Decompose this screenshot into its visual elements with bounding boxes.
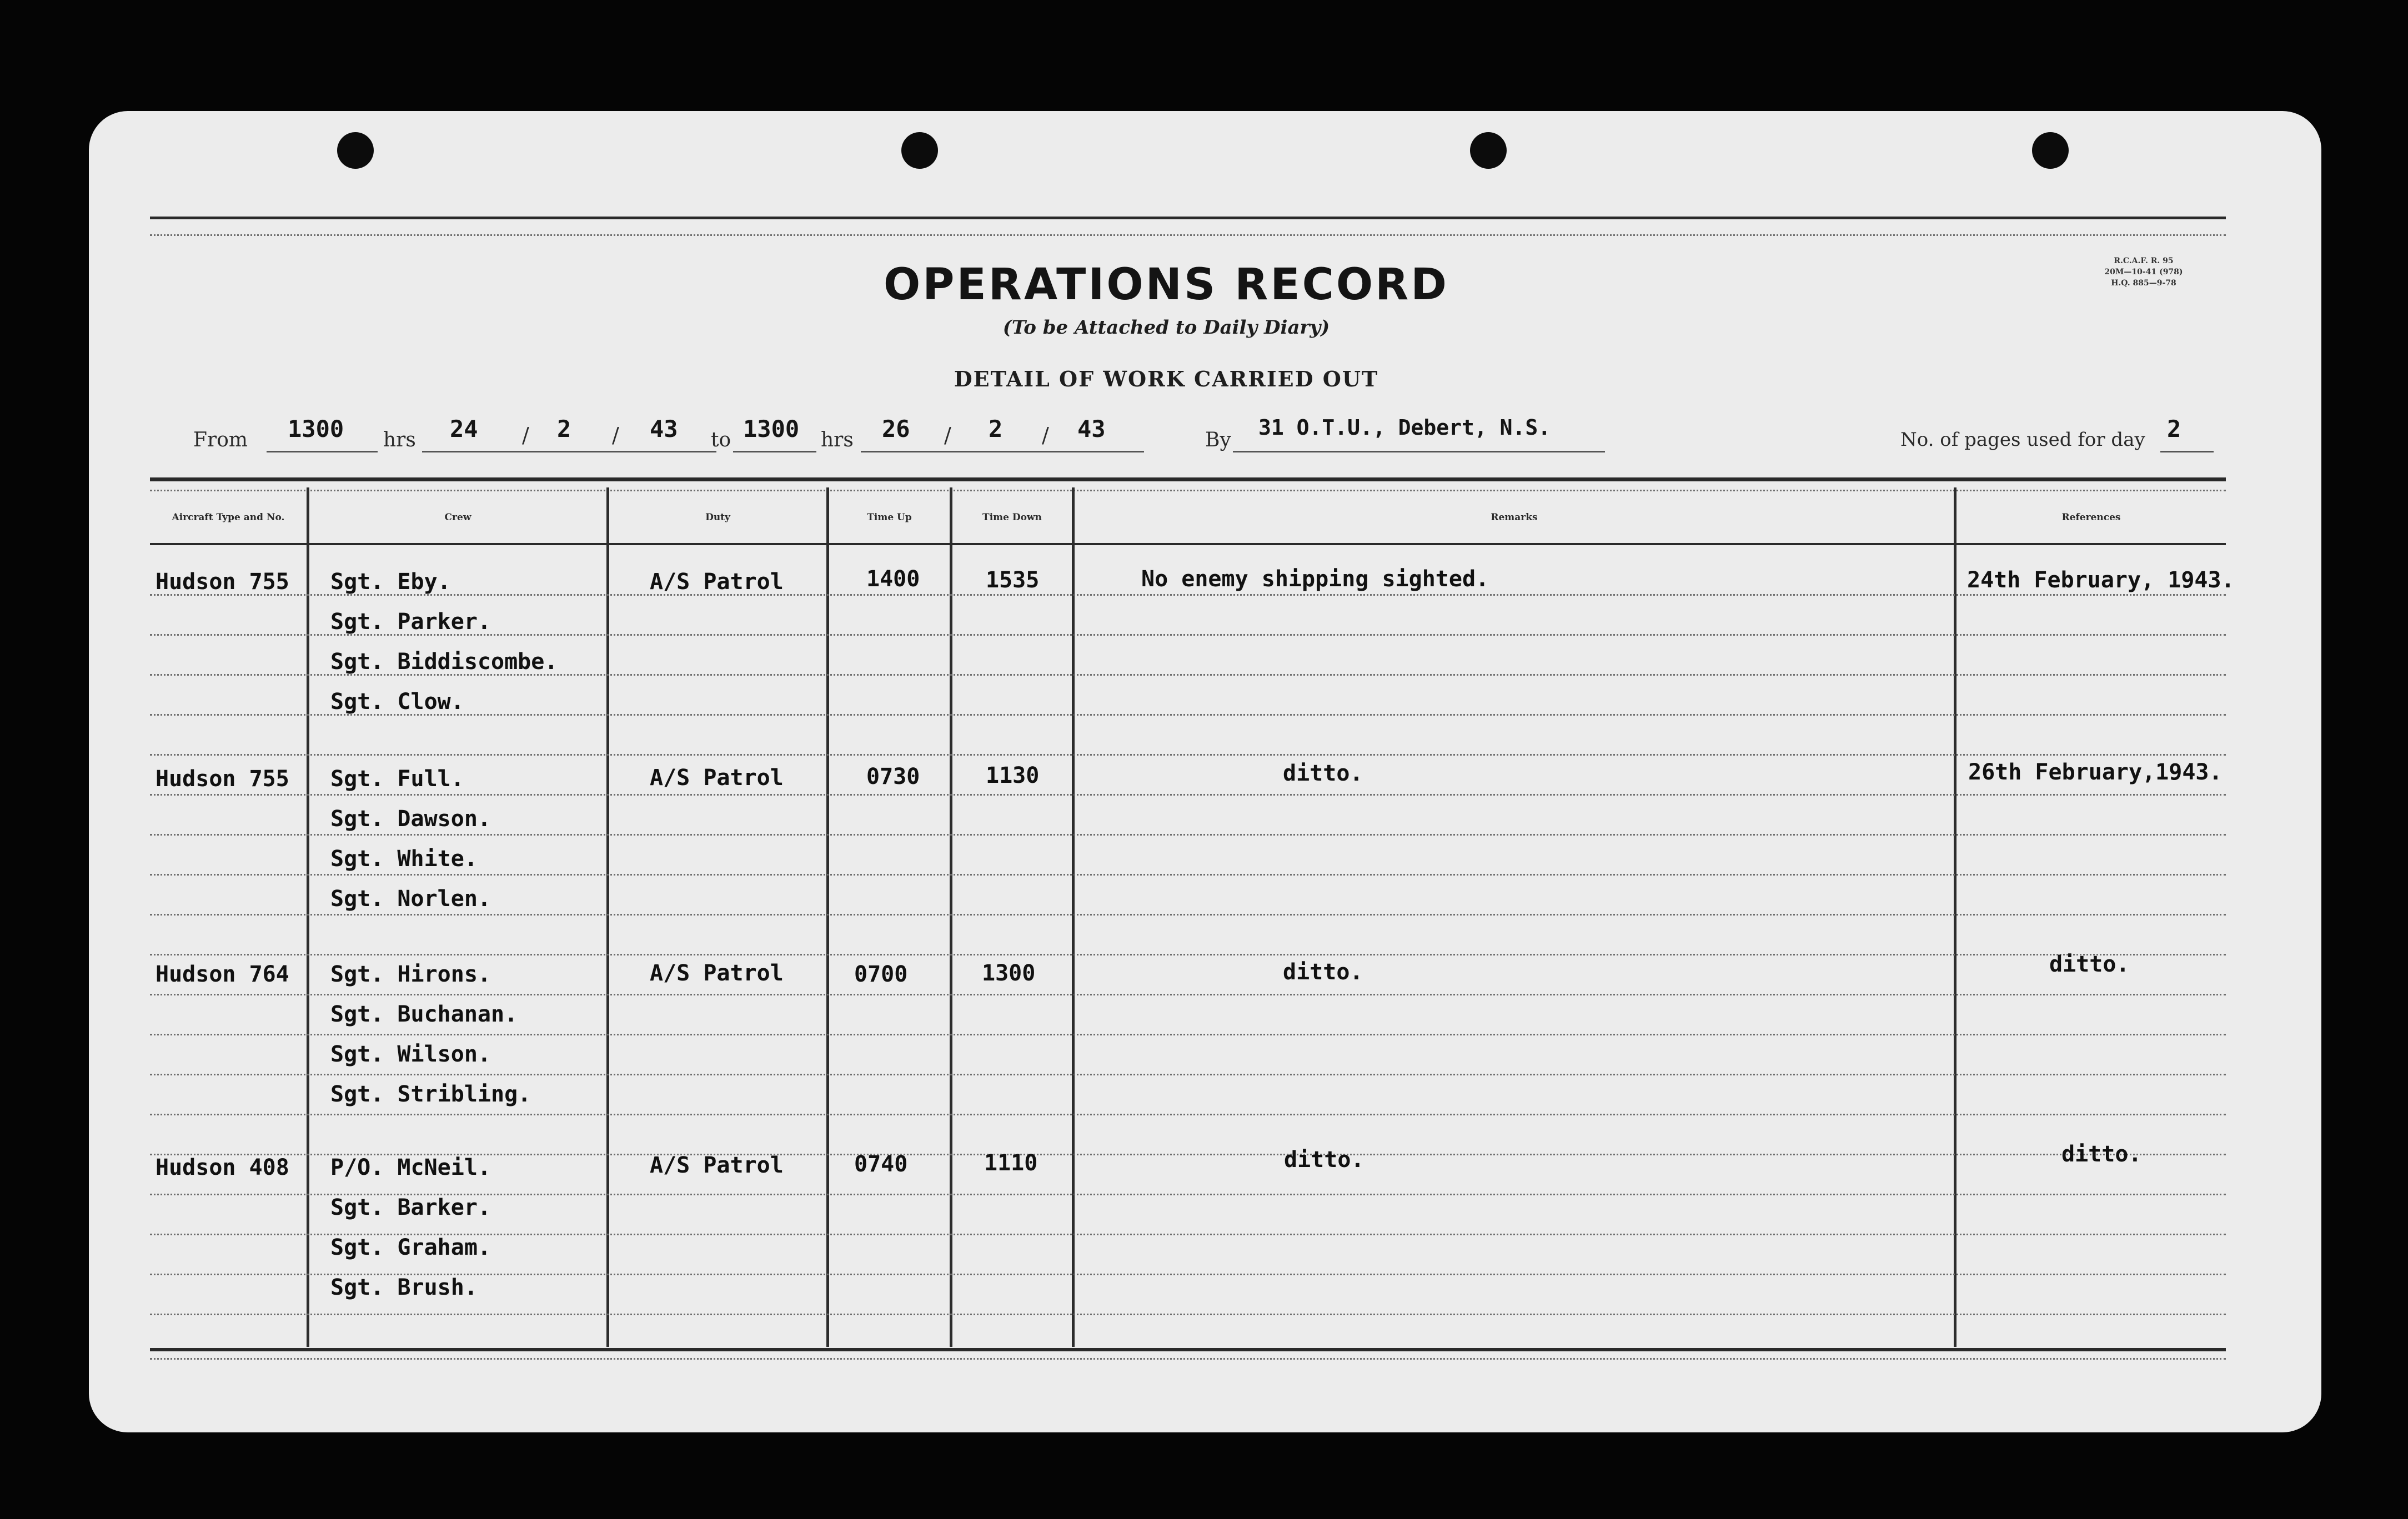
to-time: 1300: [743, 415, 800, 442]
entry-duty: A/S Patrol: [650, 960, 784, 986]
column-header-remarks: Remarks: [1491, 512, 1538, 523]
entry-reference: ditto.: [2049, 952, 2130, 977]
record-card: [89, 111, 2321, 1432]
entry-time-up: 0730: [866, 764, 920, 789]
form-code-line: H.Q. 885—9-78: [2111, 279, 2176, 288]
header-bottom-rule: [150, 543, 2226, 545]
punch-hole: [901, 132, 938, 169]
entry-crew-member: Sgt. Wilson.: [330, 1042, 491, 1067]
entry-aircraft: Hudson 755: [155, 766, 289, 792]
table-bottom-dotted-rule: [150, 1358, 2226, 1360]
column-divider: [826, 487, 829, 1347]
column-header-crew: Crew: [444, 512, 471, 523]
hrs-label: hrs: [821, 429, 854, 451]
date-separator: /: [1042, 423, 1049, 447]
column-header-aircraft: Aircraft Type and No.: [172, 512, 285, 523]
from-label: From: [193, 429, 248, 451]
ruled-line: [150, 594, 2226, 596]
entry-duty: A/S Patrol: [650, 765, 784, 791]
ruled-line: [150, 874, 2226, 876]
entry-aircraft: Hudson 408: [155, 1155, 289, 1180]
pages-line: [2160, 451, 2214, 452]
to-time-line: [733, 451, 816, 452]
pages-label: No. of pages used for day: [1900, 429, 2145, 451]
entry-time-down: 1300: [982, 960, 1036, 986]
entry-reference: 24th February, 1943.: [1967, 567, 2235, 593]
to-year: 43: [1077, 415, 1106, 442]
from-time-line: [267, 451, 378, 452]
detail-heading: DETAIL OF WORK CARRIED OUT: [954, 366, 1379, 391]
column-divider: [1954, 487, 1956, 1347]
form-code-line: 20M—10-41 (978): [2104, 268, 2183, 276]
ruled-line: [150, 954, 2226, 955]
punch-hole: [337, 132, 374, 169]
by-label: By: [1205, 429, 1231, 451]
entry-crew-member: Sgt. Eby.: [330, 569, 451, 595]
entry-crew-member: Sgt. White.: [330, 846, 478, 872]
entry-remarks: ditto.: [1283, 761, 1363, 786]
entry-crew-member: Sgt. Brush.: [330, 1275, 478, 1300]
entry-remarks: No enemy shipping sighted.: [1141, 566, 1489, 592]
form-code-line: R.C.A.F. R. 95: [2114, 256, 2174, 265]
entry-time-up: 0740: [854, 1151, 908, 1177]
ruled-line: [150, 834, 2226, 836]
column-header-time-up: Time Up: [867, 512, 912, 523]
column-divider: [1072, 487, 1075, 1347]
entry-crew-member: Sgt. Graham.: [330, 1235, 491, 1260]
from-time: 1300: [288, 415, 344, 442]
entry-aircraft: Hudson 764: [155, 962, 289, 987]
column-header-references: References: [2061, 512, 2121, 523]
entry-time-up: 0700: [854, 962, 908, 987]
hrs-label: hrs: [383, 429, 416, 451]
table-bottom-rule: [150, 1348, 2226, 1351]
entry-crew-member: P/O. McNeil.: [330, 1155, 491, 1180]
table-top-dotted-rule: [150, 490, 2226, 491]
ruled-line: [150, 914, 2226, 916]
entry-duty: A/S Patrol: [650, 569, 784, 595]
ruled-line: [150, 1114, 2226, 1115]
entry-remarks: ditto.: [1283, 959, 1363, 985]
to-date-line: [861, 451, 1144, 452]
entry-crew-member: Sgt. Stribling.: [330, 1082, 531, 1107]
ruled-line: [150, 794, 2226, 796]
entry-crew-member: Sgt. Clow.: [330, 689, 464, 715]
date-separator: /: [944, 423, 951, 447]
date-separator: /: [522, 423, 529, 447]
column-header-time-down: Time Down: [982, 512, 1042, 523]
entry-crew-member: Sgt. Hirons.: [330, 962, 491, 987]
entry-reference: ditto.: [2061, 1141, 2142, 1167]
entry-remarks: ditto.: [1284, 1147, 1364, 1173]
entry-crew-member: Sgt. Barker.: [330, 1195, 491, 1220]
page-subtitle: (To be Attached to Daily Diary): [1002, 316, 1330, 339]
to-month: 2: [989, 415, 1003, 442]
top-rule: [150, 217, 2226, 219]
punch-hole: [1470, 132, 1507, 169]
to-day: 26: [882, 415, 910, 442]
pages-count: 2: [2167, 415, 2181, 442]
entry-crew-member: Sgt. Dawson.: [330, 806, 491, 832]
ruled-line: [150, 1314, 2226, 1315]
from-year: 43: [650, 415, 678, 442]
entry-crew-member: Sgt. Buchanan.: [330, 1002, 518, 1027]
top-dotted-rule: [150, 234, 2226, 236]
entry-crew-member: Sgt. Full.: [330, 766, 464, 792]
date-separator: /: [612, 423, 619, 447]
to-label: to: [711, 429, 731, 451]
unit-line: [1233, 451, 1605, 452]
ruled-line: [150, 1074, 2226, 1075]
entry-crew-member: Sgt. Biddiscombe.: [330, 649, 558, 675]
column-divider: [307, 487, 309, 1347]
column-divider: [606, 487, 609, 1347]
page-title: OPERATIONS RECORD: [884, 260, 1449, 310]
ruled-line: [150, 754, 2226, 756]
column-header-duty: Duty: [705, 512, 730, 523]
entry-reference: 26th February,1943.: [1968, 760, 2223, 785]
unit-name: 31 O.T.U., Debert, N.S.: [1258, 415, 1551, 440]
punch-hole: [2032, 132, 2069, 169]
column-divider: [950, 487, 952, 1347]
entry-time-down: 1110: [984, 1150, 1038, 1176]
entry-time-down: 1535: [986, 567, 1040, 593]
entry-crew-member: Sgt. Parker.: [330, 609, 491, 635]
from-day: 24: [450, 415, 478, 442]
entry-duty: A/S Patrol: [650, 1153, 784, 1178]
form-code: [2077, 255, 2210, 289]
from-month: 2: [557, 415, 571, 442]
entry-aircraft: Hudson 755: [155, 569, 289, 595]
ruled-line: [150, 1034, 2226, 1035]
ruled-line: [150, 994, 2226, 995]
entry-crew-member: Sgt. Norlen.: [330, 886, 491, 912]
table-top-rule: [150, 477, 2226, 481]
entry-time-up: 1400: [866, 566, 920, 592]
entry-time-down: 1130: [986, 763, 1040, 788]
from-date-line: [422, 451, 716, 452]
